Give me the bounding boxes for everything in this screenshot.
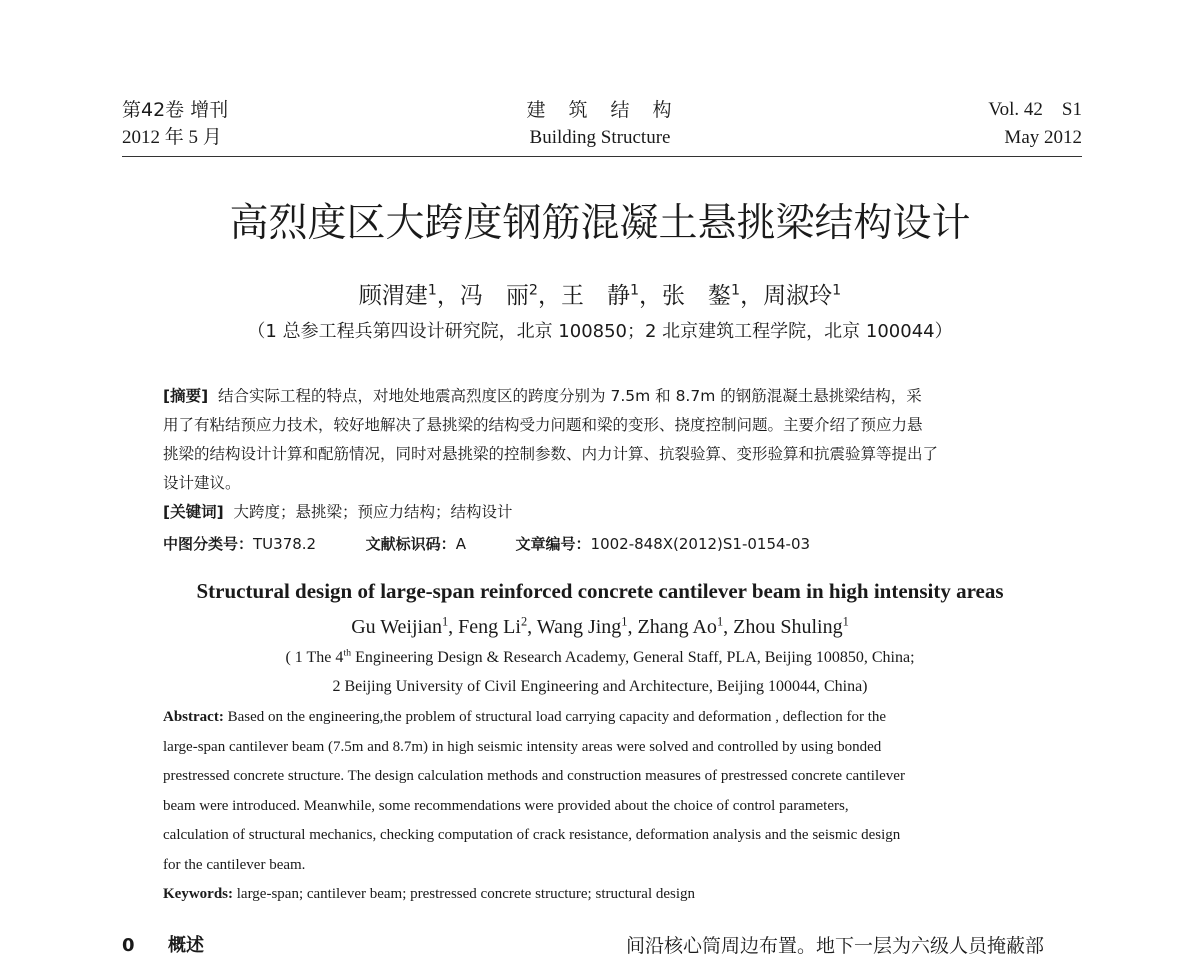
keywords-en: large-span; cantilever beam; prestressed concrete structure; structural design xyxy=(236,886,696,902)
authors-en xyxy=(100,612,1100,642)
abstract-zh-line: 挑梁的结构设计计算和配筋情况，同时对悬挑梁的控制参数、内力计算、抗裂验算、变形验算和抗震验算等提出了 xyxy=(163,445,939,463)
right-column-text: 间沿核心筒周边布置。地下一层为六级人员掩蔽部 xyxy=(626,935,1045,957)
affiliation-sup: 1 xyxy=(427,282,437,299)
abstract-en-line: Based on the engineering,the problem of structural load carrying capacity and deformation , deflection for the xyxy=(227,709,887,725)
journal-volume-en: Vol. 42 S1 xyxy=(988,99,1082,120)
affiliation-sup: 1 xyxy=(832,282,842,299)
keywords-en-label: Keywords: xyxy=(163,886,233,902)
author-name: Wang Jing xyxy=(536,616,622,638)
abstract-zh-line: 用了有粘结预应力技术，较好地解决了悬挑梁的结构受力问题和梁的变形、挠度控制问题。主要介绍了预应力悬 xyxy=(163,416,923,434)
doc-code-label: 文献标识码： xyxy=(365,535,456,553)
author-separator: , xyxy=(527,616,537,638)
paper-title-en: Structural design of large-span reinforced concrete cantilever beam in high intensity areas xyxy=(196,579,1004,603)
author-zh xyxy=(460,283,561,309)
author-en xyxy=(351,616,458,638)
journal-date-en: May 2012 xyxy=(1004,127,1082,148)
section-number: 0 xyxy=(122,935,135,956)
author-en xyxy=(458,616,537,638)
affiliation-sup: 1 xyxy=(842,614,849,629)
author-separator: , xyxy=(627,616,638,638)
clc-label: 中图分类号： xyxy=(163,535,254,553)
author-zh xyxy=(662,283,763,309)
abstract-zh xyxy=(163,382,1063,527)
affiliation-sup: 1 xyxy=(629,282,640,299)
author-separator: ， xyxy=(740,283,764,309)
keywords-zh-label: [关键词] xyxy=(163,503,224,521)
author-en xyxy=(638,616,734,638)
affiliation-en-text: Engineering Design & Research Academy, General Staff, PLA, Beijing 100850, China; xyxy=(351,649,915,666)
author-zh xyxy=(763,283,841,309)
author-en xyxy=(537,616,638,638)
author-name: 顾渭建 xyxy=(358,283,428,309)
affiliation-sup: 1 xyxy=(716,614,724,629)
affiliation-en-line2: 2 Beijing University of Civil Engineering and Architecture, Beijing 100044, China) xyxy=(332,678,868,695)
abstract-en xyxy=(163,703,1048,910)
affiliation-sup: 1 xyxy=(731,282,741,299)
authors-zh xyxy=(100,280,1100,312)
affiliation-en-text: ( 1 The 4 xyxy=(285,649,344,666)
doc-code-value: A xyxy=(455,535,466,553)
paper-title-zh: 高烈度区大跨度钢筋混凝土悬挑梁结构设计 xyxy=(229,201,971,246)
author-name: Gu Weijian xyxy=(351,616,442,638)
author-zh xyxy=(561,283,662,309)
abstract-en-line: large-span cantilever beam (7.5m and 8.7m) in high seismic intensity areas were solved and controlled by using bonded xyxy=(163,738,882,755)
abstract-zh-line: 结合实际工程的特点，对地处地震高烈度区的跨度分别为 7.5m 和 8.7m 的钢筋混凝土悬挑梁结构，采 xyxy=(218,387,922,405)
abstract-zh-line: 设计建议。 xyxy=(163,474,241,492)
abstract-en-line: prestressed concrete structure. The design calculation methods and construction measures of prestressed concrete cantilever xyxy=(163,768,905,784)
author-separator: ， xyxy=(436,283,460,309)
abstract-zh-label: [摘要] xyxy=(163,387,209,405)
abstract-en-label: Abstract: xyxy=(163,709,224,725)
classification-line xyxy=(163,532,810,556)
ordinal-sup: th xyxy=(343,647,352,659)
author-name: 周淑玲 xyxy=(763,283,833,309)
abstract-en-line: beam were introduced. Meanwhile, some recommendations were provided about the choice of control parameters, xyxy=(163,797,849,814)
author-separator: , xyxy=(448,616,459,638)
affiliation-sup: 2 xyxy=(520,614,528,629)
author-name: 冯 丽 xyxy=(459,283,529,309)
author-name: Feng Li xyxy=(458,616,521,638)
header-rule xyxy=(122,156,1082,157)
journal-date-zh: 2012 年 5 月 xyxy=(122,127,222,148)
abstract-en-line: for the cantilever beam. xyxy=(163,856,306,873)
journal-name-en: Building Structure xyxy=(529,127,671,148)
author-separator: ， xyxy=(537,283,561,309)
author-zh xyxy=(359,283,460,309)
affiliations-zh: （1 总参工程兵第四设计研究院，北京 100850；2 北京建筑工程学院，北京 100044） xyxy=(247,321,953,342)
article-no-value: 1002-848X(2012)S1-0154-03 xyxy=(590,535,811,553)
author-separator: ， xyxy=(639,283,663,309)
journal-name-zh: 建 筑 结 构 xyxy=(526,99,674,121)
author-en xyxy=(733,616,849,638)
section-title: 概述 xyxy=(168,935,204,956)
article-no-label: 文章编号： xyxy=(515,535,591,553)
author-separator: , xyxy=(723,616,734,638)
clc-value: TU378.2 xyxy=(253,535,317,553)
journal-volume-zh: 第42卷 增刊 xyxy=(122,99,229,121)
keywords-zh: 大跨度；悬挑梁；预应力结构；结构设计 xyxy=(233,503,513,521)
affiliation-sup: 1 xyxy=(621,614,628,629)
author-name: Zhou Shuling xyxy=(733,616,843,638)
author-name: Zhang Ao xyxy=(637,616,717,638)
author-name: 张 鏊 xyxy=(662,283,732,309)
affiliation-sup: 1 xyxy=(441,614,449,629)
author-name: 王 静 xyxy=(560,283,630,309)
abstract-en-line: calculation of structural mechanics, checking computation of crack resistance, deformation analysis and the seismic design xyxy=(163,827,901,843)
affiliation-en-line1 xyxy=(100,645,1100,671)
affiliation-sup: 2 xyxy=(528,282,538,299)
